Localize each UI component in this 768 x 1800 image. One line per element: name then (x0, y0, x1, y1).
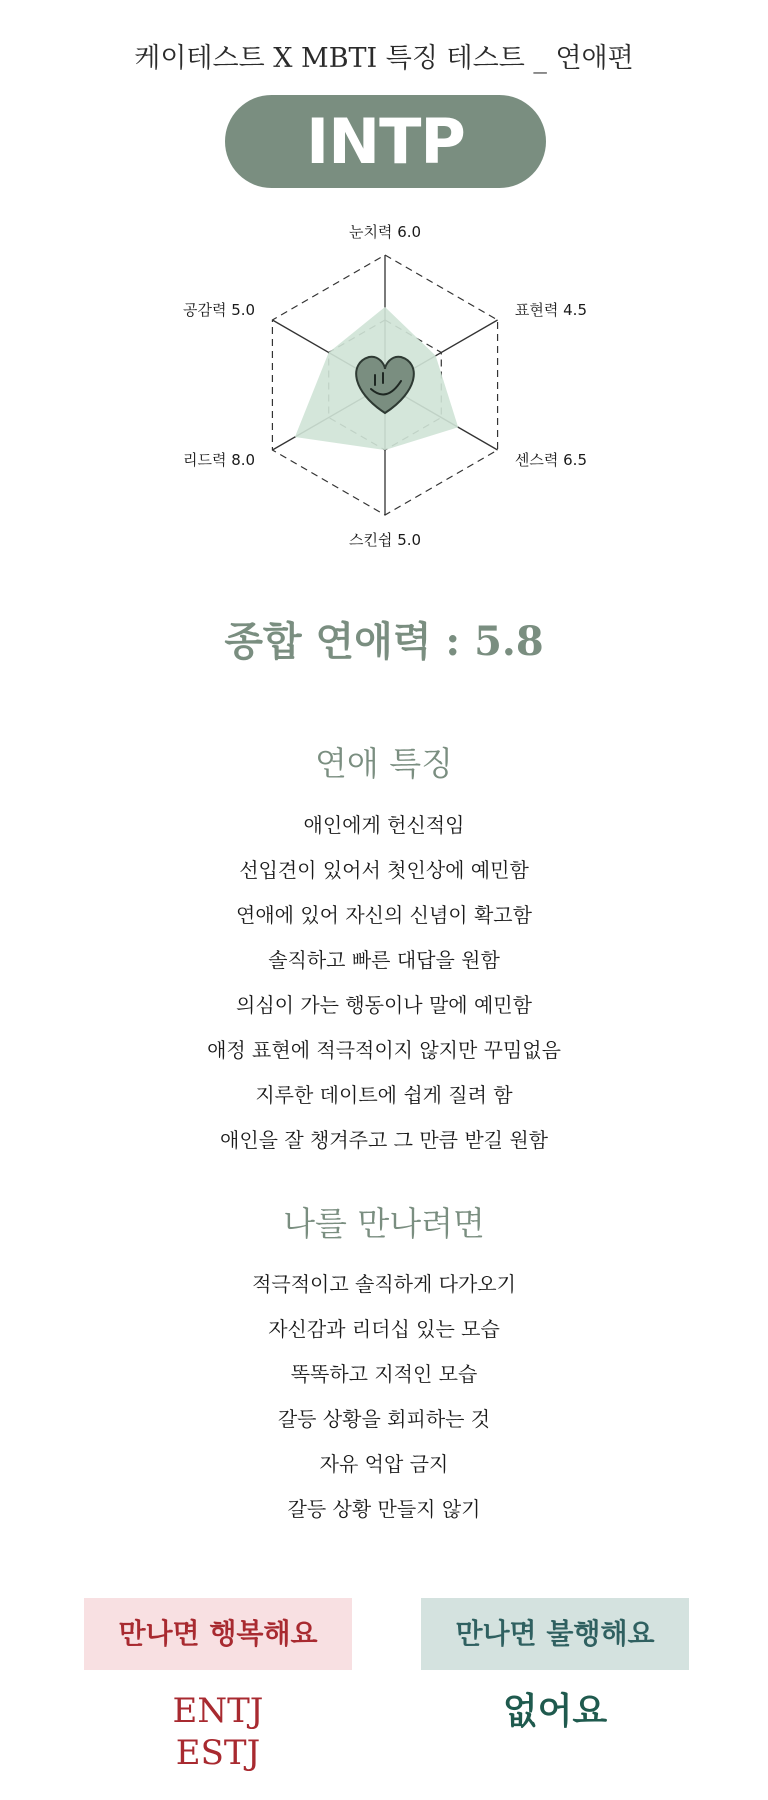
total-score-value: 5.8 (474, 618, 544, 665)
good-match-type: ENTJ (172, 1691, 264, 1731)
list-item: 애정 표현에 적극적이지 않지만 꾸밈없음 (207, 1038, 561, 1062)
list-item: 선입견이 있어서 첫인상에 예민함 (239, 858, 529, 882)
list-item: 애인을 잘 챙겨주고 그 만큼 받길 원함 (220, 1128, 548, 1152)
bad-match-label: 만나면 불행해요 (421, 1598, 689, 1670)
good-match-label: 만나면 행복해요 (84, 1598, 352, 1670)
radar-axis-label: 스킨쉽 5.0 (348, 531, 422, 549)
good-match-types (84, 1690, 352, 1774)
list-item: 연애에 있어 자신의 신념이 확고함 (236, 903, 532, 927)
list-item: 솔직하고 빠른 대답을 원함 (268, 948, 500, 972)
radar-axis-label: 센스력 6.5 (514, 451, 587, 469)
traits-title: 연애 특징 (314, 744, 453, 783)
list-item: 자유 억압 금지 (319, 1452, 449, 1476)
list-item: 애인에게 헌신적임 (303, 813, 465, 837)
bad-match-types: 없어요 (502, 1690, 608, 1732)
meet-title: 나를 만나려면 (283, 1204, 485, 1243)
traits-list (0, 803, 768, 1163)
radar-axis-label: 공감력 5.0 (183, 301, 256, 319)
list-item: 자신감과 리더십 있는 모습 (268, 1317, 500, 1341)
good-match-type: ESTJ (175, 1733, 261, 1773)
meet-list (0, 1262, 768, 1532)
list-item: 지루한 데이트에 쉽게 질려 함 (255, 1083, 513, 1107)
mbti-type-badge: INTP (225, 95, 546, 188)
list-item: 의심이 가는 행동이나 말에 예민함 (236, 993, 532, 1017)
total-score-label: 종합 연애력 : (224, 618, 475, 665)
radar-axis-label: 표현력 4.5 (514, 301, 587, 319)
radar-axis-label: 리드력 8.0 (183, 451, 256, 469)
list-item: 갈등 상황을 회피하는 것 (277, 1407, 491, 1431)
list-item: 똑똑하고 지적인 모습 (290, 1362, 478, 1386)
list-item: 갈등 상황 만들지 않기 (287, 1497, 481, 1521)
radar-axis-label: 눈치력 6.0 (348, 223, 422, 241)
list-item: 적극적이고 솔직하게 다가오기 (252, 1272, 516, 1296)
page-title: 케이테스트 X MBTI 특징 테스트 _ 연애편 (134, 43, 634, 74)
radar-chart (150, 200, 620, 580)
total-love-score (0, 610, 768, 667)
